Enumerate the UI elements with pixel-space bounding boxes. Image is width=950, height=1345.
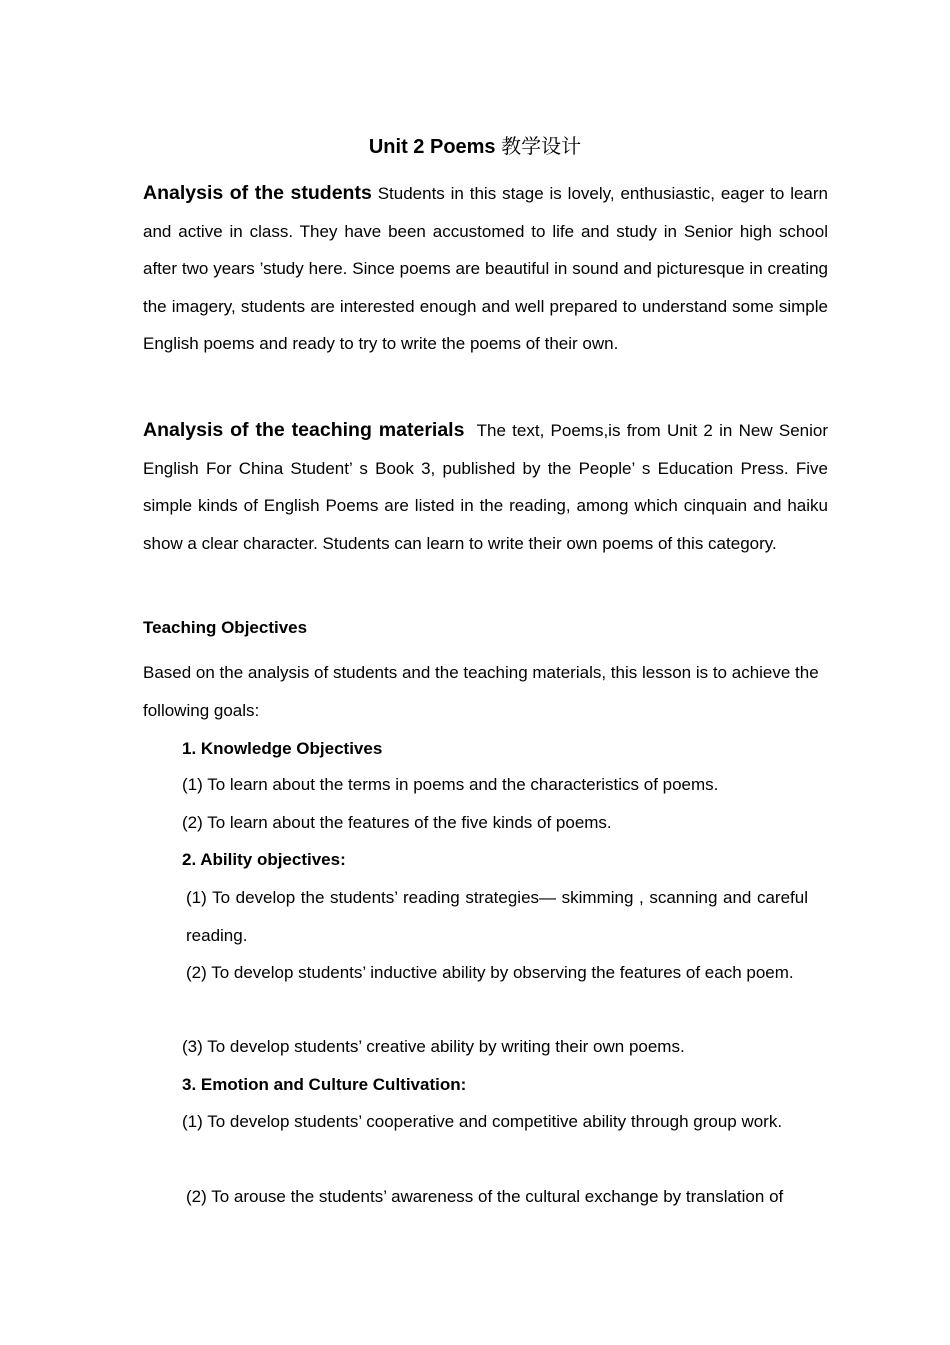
knowledge-objective-item: (1) To learn about the terms in poems and the characteristics of poems.	[182, 775, 719, 794]
students-analysis-text: Students in this stage is lovely, enthusiastic, eager to learn and active in class. They have been accustomed to life and study in Senior high school after two years ’study here. Since poems are beautiful in sound and picturesque in creating the imagery, students are interested enough and well prepared to understand some simple English poems and ready to try to write the poems of their own.	[143, 184, 829, 354]
ability-objective-item: (2) To develop students’ inductive ability by observing the features of each poem.	[186, 963, 794, 982]
objectives-intro: Based on the analysis of students and the teaching materials, this lesson is to achieve the following goals:	[143, 663, 819, 720]
ability-objective-item: (1) To develop the students’ reading strategies— skimming , scanning and careful reading.	[186, 888, 808, 945]
document-title	[0, 130, 950, 159]
ability-objectives-title: 2. Ability objectives:	[182, 850, 346, 869]
ability-objective-item: (3) To develop students’ creative ability by writing their own poems.	[182, 1037, 685, 1056]
title-english: Unit 2 Poems	[368, 136, 496, 158]
students-analysis-section	[143, 175, 828, 363]
materials-analysis-section	[143, 412, 828, 562]
students-analysis-heading: Analysis of the students	[143, 182, 372, 204]
emotion-objective-item: (2) To arouse the students’ awareness of the cultural exchange by translation of	[186, 1187, 784, 1206]
title-chinese: 教学设计	[501, 134, 582, 158]
emotion-objective-item: (1) To develop students’ cooperative and competitive ability through group work.	[182, 1112, 783, 1131]
materials-analysis-text: The text, Poems,is from Unit 2 in New Senior English For China Student’ s Book 3, published by the People’ s Education Press. Five simple kinds of English Poems are listed in the reading, among which cinquain and haiku show a clear character. Students can learn to write their own poems of this category.	[143, 421, 828, 553]
emotion-culture-title: 3. Emotion and Culture Cultivation:	[182, 1075, 467, 1094]
objectives-heading: Teaching Objectives	[143, 618, 308, 637]
knowledge-objective-item: (2) To learn about the features of the five kinds of poems.	[182, 813, 612, 832]
knowledge-objectives-title: 1. Knowledge Objectives	[182, 739, 383, 758]
materials-analysis-heading: Analysis of the teaching materials	[143, 419, 465, 441]
